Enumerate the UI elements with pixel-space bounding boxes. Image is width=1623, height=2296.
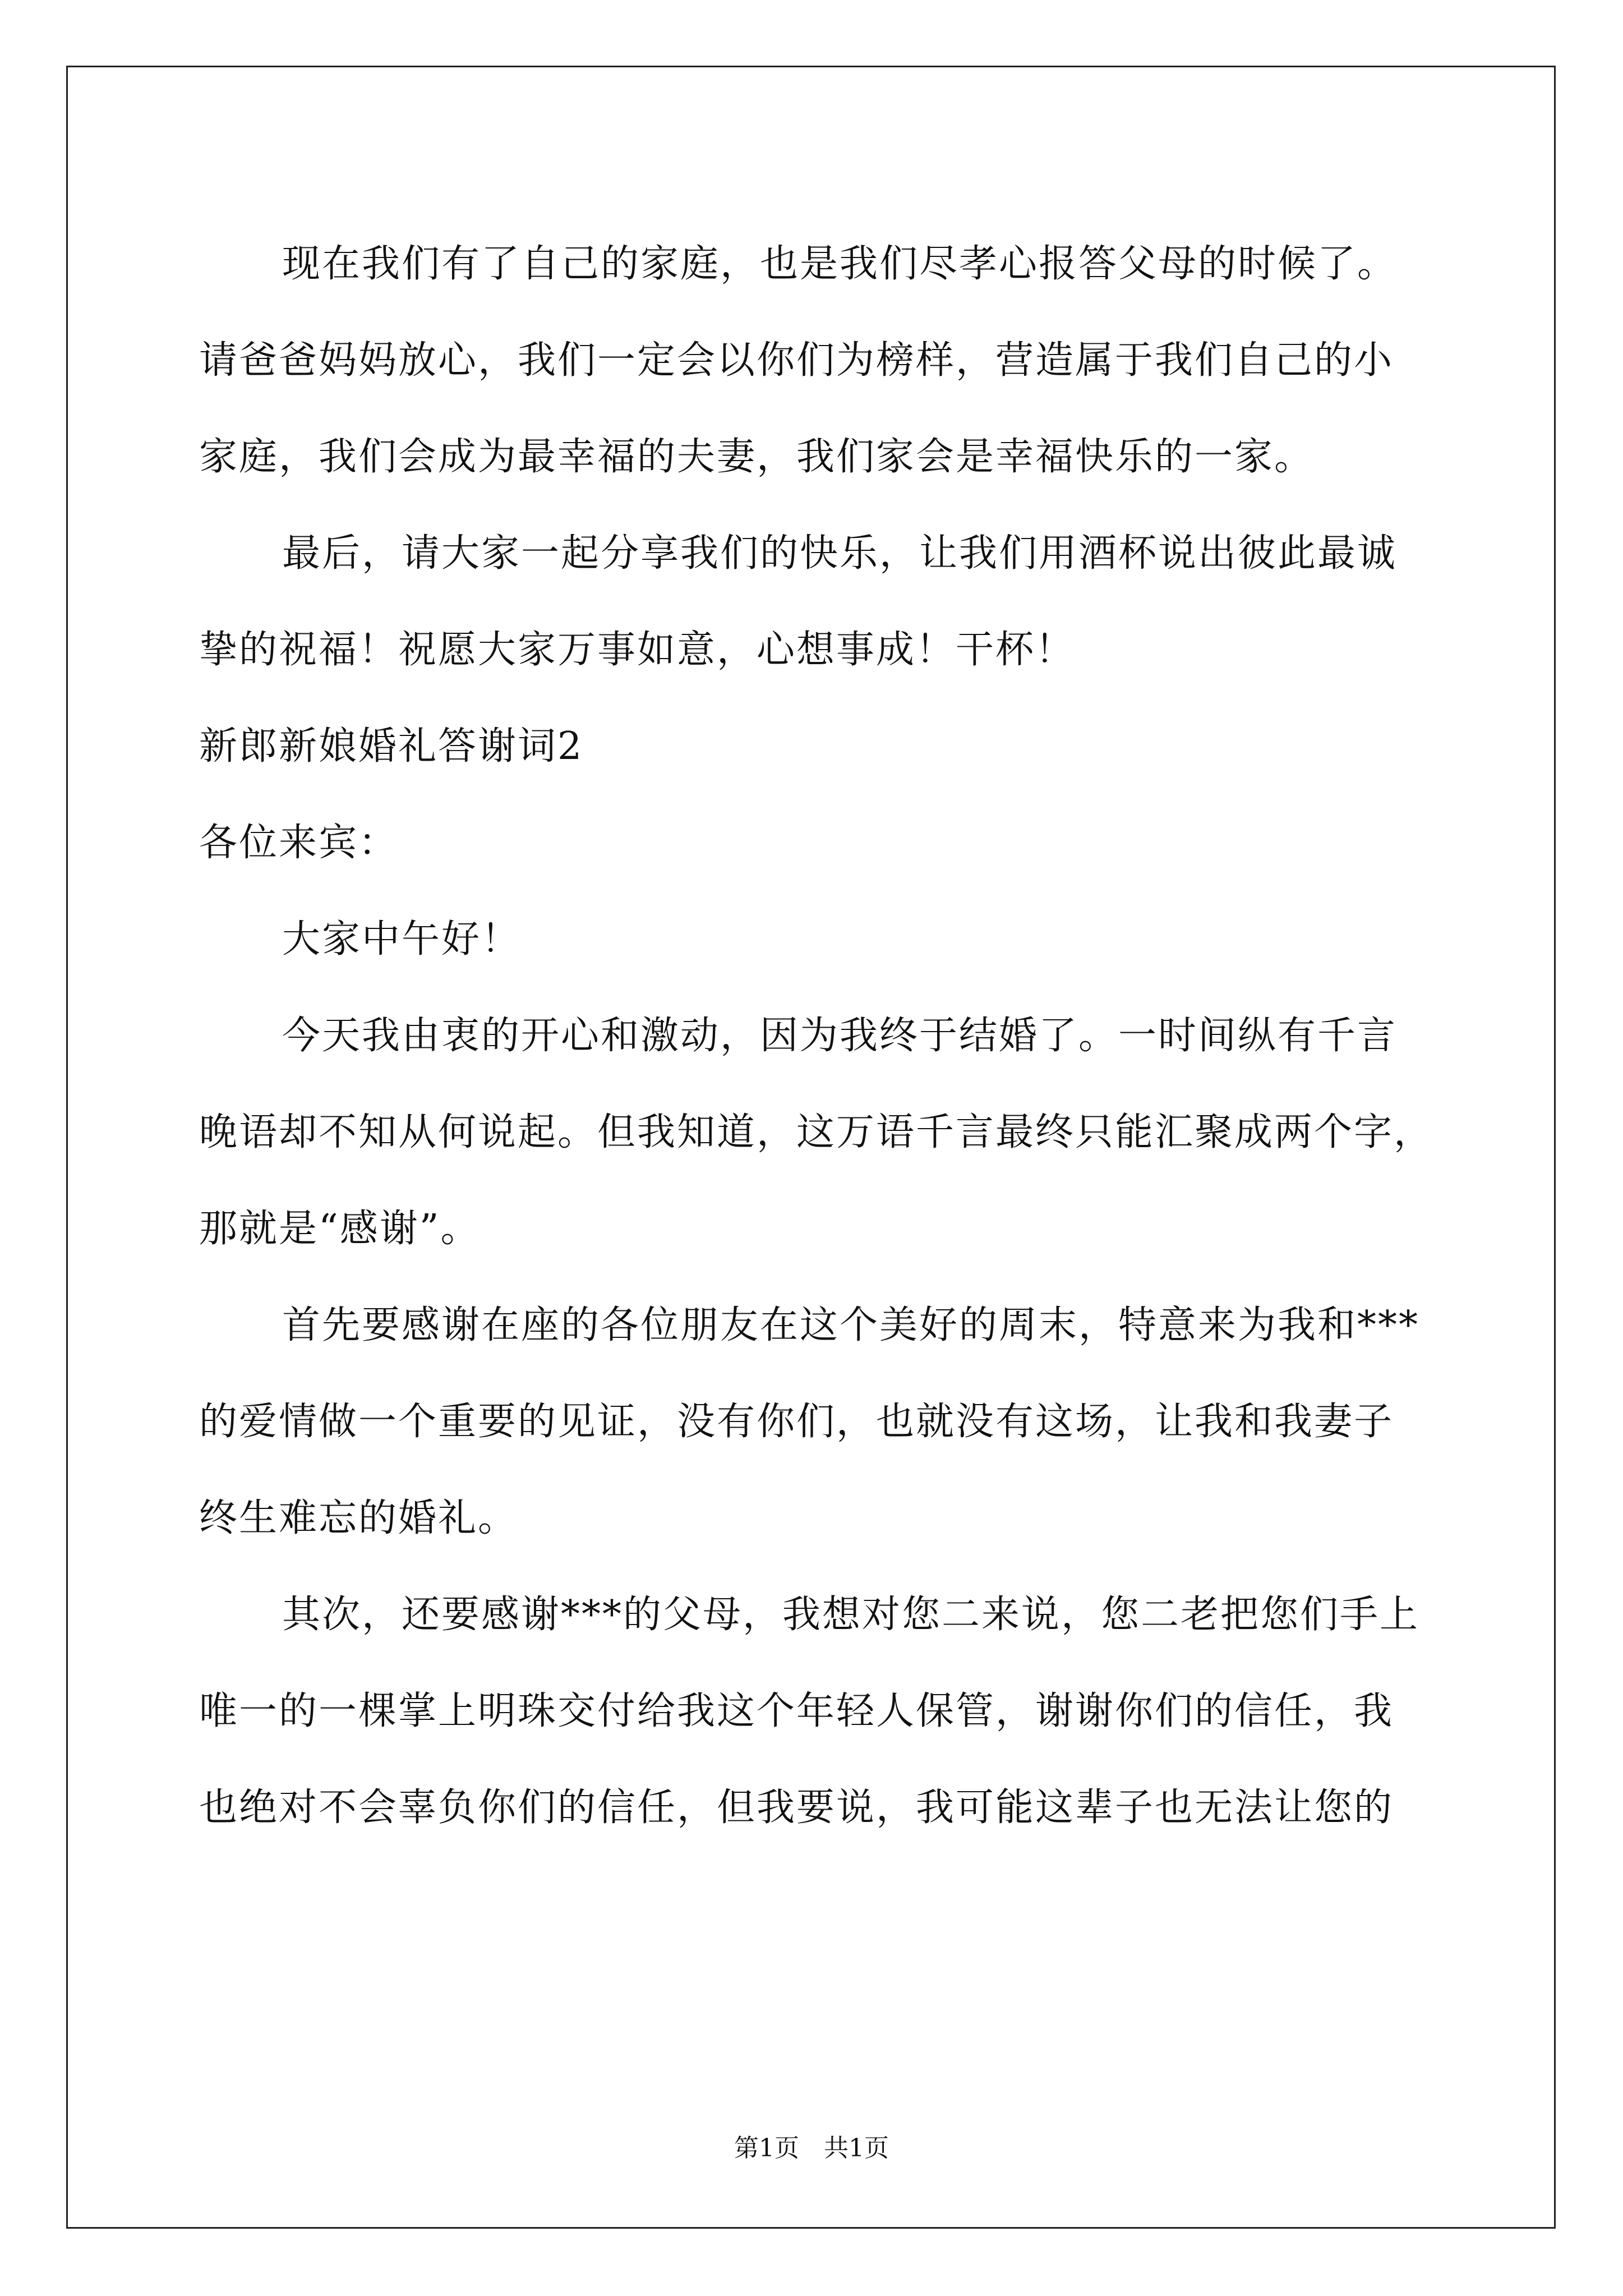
paragraph-line: 那就是“感谢”。 (199, 1207, 481, 1251)
paragraph-line: 现在我们有了自己的家庭，也是我们尽孝心报答父母的时候了。 (282, 242, 1398, 286)
greeting: 大家中午好！ (282, 917, 522, 961)
paragraph-line: 首先要感谢在座的各位朋友在这个美好的周末，特意来为我和*** (282, 1303, 1420, 1347)
page-footer (0, 2132, 1623, 2165)
section-title: 新郎新娘婚礼答谢词2 (199, 724, 584, 769)
page-number: 第1页 共1页 (734, 2134, 889, 2162)
paragraph-line: 今天我由衷的开心和激动，因为我终于结婚了。一时间纵有千言 (282, 1014, 1398, 1058)
paragraph-line: 唯一的一棵掌上明珠交付给我这个年轻人保管，谢谢你们的信任，我 (199, 1689, 1394, 1733)
paragraph-line: 其次，还要感谢***的父母，我想对您二来说，您二老把您们手上 (282, 1593, 1420, 1637)
paragraph-line: 最后，请大家一起分享我们的快乐，让我们用酒杯说出彼此最诚 (282, 531, 1398, 576)
paragraph-line: 挚的祝福！祝愿大家万事如意，心想事成！干杯！ (199, 628, 1076, 672)
salutation: 各位来宾： (199, 821, 399, 865)
paragraph-line: 的爱情做一个重要的见证，没有你们，也就没有这场，让我和我妻子 (199, 1400, 1394, 1444)
paragraph-line: 请爸爸妈妈放心，我们一定会以你们为榜样，营造属于我们自己的小 (199, 338, 1394, 383)
paragraph-line: 终生难忘的婚礼。 (199, 1496, 518, 1540)
paragraph-line: 家庭，我们会成为最幸福的夫妻，我们家会是幸福快乐的一家。 (199, 435, 1315, 479)
paragraph-line: 也绝对不会辜负你们的信任，但我要说，我可能这辈子也无法让您的 (199, 1786, 1394, 1830)
paragraph-line: 晚语却不知从何说起。但我知道，这万语千言最终只能汇聚成两个字， (199, 1110, 1434, 1154)
document-body (199, 216, 1483, 1856)
